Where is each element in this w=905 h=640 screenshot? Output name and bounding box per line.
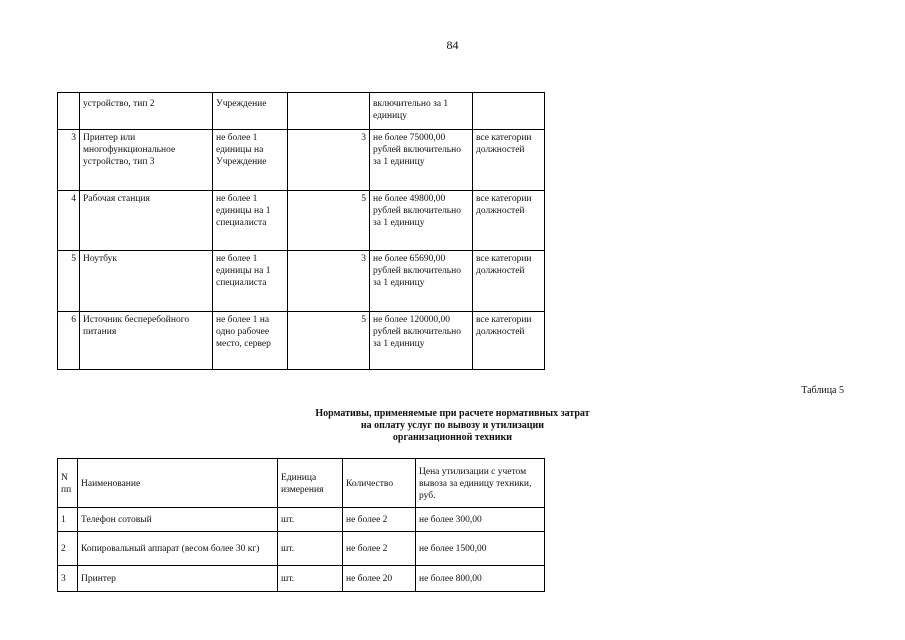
column-header-unit: Единица измерения <box>278 459 343 508</box>
table-title-line: Нормативы, применяемые при расчете нормативных затрат <box>315 408 590 419</box>
item-quantity: 3 <box>288 130 370 191</box>
item-price: не более 800,00 <box>416 566 545 592</box>
page-number: 84 <box>446 38 459 52</box>
item-category: все категории должностей <box>473 130 545 191</box>
item-quantity <box>288 93 370 130</box>
item-quantity: 3 <box>288 251 370 312</box>
row-number: 3 <box>58 130 80 191</box>
item-price: включительно за 1 единицу <box>370 93 473 130</box>
column-header-price: Цена утилизации с учетом вывоза за единицу техники, руб. <box>416 459 545 508</box>
row-number <box>58 93 80 130</box>
item-norm: не более 1 единицы на 1 специалиста <box>213 191 288 251</box>
table-title-line: на оплату услуг по вывозу и утилизации <box>360 420 545 431</box>
item-price: не более 75000,00 рублей включительно за 1 единицу <box>370 130 473 191</box>
item-price: не более 300,00 <box>416 508 545 532</box>
item-name: устройство, тип 2 <box>80 93 213 130</box>
item-name: Телефон сотовый <box>78 508 278 532</box>
item-name: Ноутбук <box>80 251 213 312</box>
table-row <box>58 532 545 566</box>
table-row <box>58 93 545 130</box>
item-quantity: 5 <box>288 312 370 370</box>
item-name: Копировальный аппарат (весом более 30 кг) <box>78 532 278 566</box>
item-category <box>473 93 545 130</box>
item-norm: не более 1 единицы на Учреждение <box>213 130 288 191</box>
item-quantity: 5 <box>288 191 370 251</box>
item-norm: Учреждение <box>213 93 288 130</box>
column-header-name: Наименование <box>78 459 278 508</box>
row-number: 4 <box>58 191 80 251</box>
item-category: все категории должностей <box>473 191 545 251</box>
row-number: 3 <box>58 566 78 592</box>
row-number: 5 <box>58 251 80 312</box>
equipment-norms-table <box>57 92 545 370</box>
table-row <box>58 251 545 312</box>
item-price: не более 1500,00 <box>416 532 545 566</box>
item-norm: не более 1 на одно рабочее место, сервер <box>213 312 288 370</box>
table-row <box>58 566 545 592</box>
table-title-line: организационной техники <box>392 432 513 443</box>
item-norm: не более 1 единицы на 1 специалиста <box>213 251 288 312</box>
item-category: все категории должностей <box>473 312 545 370</box>
item-price: не более 120000,00 рублей включительно за 1 единицу <box>370 312 473 370</box>
item-unit: шт. <box>278 532 343 566</box>
item-quantity: не более 2 <box>343 508 416 532</box>
table-caption: Таблица 5 <box>801 385 844 396</box>
column-header-number: N пп <box>58 459 78 508</box>
row-number: 6 <box>58 312 80 370</box>
table-title <box>0 408 905 444</box>
item-name: Рабочая станция <box>80 191 213 251</box>
row-number: 1 <box>58 508 78 532</box>
table-row <box>58 191 545 251</box>
table-row <box>58 130 545 191</box>
item-name: Источник бесперебойного питания <box>80 312 213 370</box>
item-unit: шт. <box>278 566 343 592</box>
item-name: Принтер или многофункциональное устройство, тип 3 <box>80 130 213 191</box>
table-header-row <box>58 459 545 508</box>
item-category: все категории должностей <box>473 251 545 312</box>
table-row <box>58 312 545 370</box>
item-quantity: не более 2 <box>343 532 416 566</box>
item-price: не более 65690,00 рублей включительно за 1 единицу <box>370 251 473 312</box>
disposal-norms-table <box>57 458 545 592</box>
item-name: Принтер <box>78 566 278 592</box>
row-number: 2 <box>58 532 78 566</box>
item-quantity: не более 20 <box>343 566 416 592</box>
column-header-quantity: Количество <box>343 459 416 508</box>
item-price: не более 49800,00 рублей включительно за 1 единицу <box>370 191 473 251</box>
item-unit: шт. <box>278 508 343 532</box>
table-row <box>58 508 545 532</box>
